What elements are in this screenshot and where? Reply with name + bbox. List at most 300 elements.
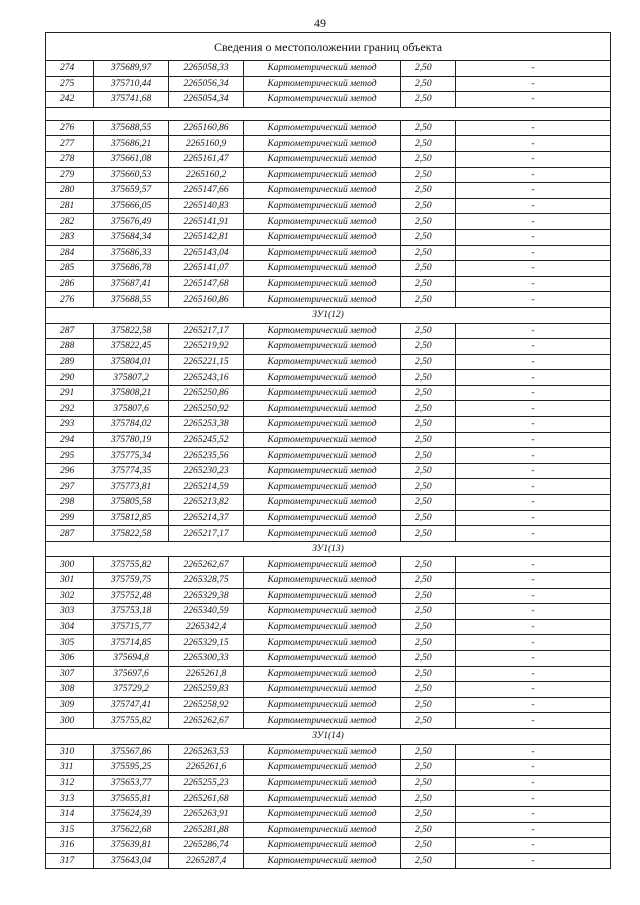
point-number-cell: 285 <box>46 261 94 277</box>
point-number-cell: 286 <box>46 276 94 292</box>
note-cell: - <box>456 136 611 152</box>
table-row <box>46 120 611 136</box>
coord-y-cell: 2265329,38 <box>169 588 244 604</box>
coord-y-cell: 2265213,82 <box>169 495 244 511</box>
method-cell: Картометрический метод <box>244 198 401 214</box>
accuracy-cell: 2,50 <box>401 354 456 370</box>
accuracy-cell: 2,50 <box>401 463 456 479</box>
note-cell: - <box>456 167 611 183</box>
table-row <box>46 650 611 666</box>
note-cell: - <box>456 198 611 214</box>
table-row <box>46 479 611 495</box>
point-number-cell: 312 <box>46 775 94 791</box>
method-cell: Картометрический метод <box>244 806 401 822</box>
section-header: ЗУ1(14) <box>46 728 611 744</box>
accuracy-cell: 2,50 <box>401 385 456 401</box>
accuracy-cell: 2,50 <box>401 401 456 417</box>
method-cell: Картометрический метод <box>244 463 401 479</box>
table-row <box>46 760 611 776</box>
coord-x-cell: 375686,78 <box>94 261 169 277</box>
accuracy-cell: 2,50 <box>401 682 456 698</box>
method-cell: Картометрический метод <box>244 183 401 199</box>
note-cell: - <box>456 604 611 620</box>
point-number-cell: 275 <box>46 76 94 92</box>
coord-y-cell: 2265281,88 <box>169 822 244 838</box>
method-cell: Картометрический метод <box>244 92 401 108</box>
point-number-cell: 280 <box>46 183 94 199</box>
point-number-cell: 301 <box>46 573 94 589</box>
note-cell: - <box>456 744 611 760</box>
method-cell: Картометрический метод <box>244 61 401 77</box>
accuracy-cell: 2,50 <box>401 853 456 869</box>
coord-x-cell: 375747,41 <box>94 697 169 713</box>
point-number-cell: 277 <box>46 136 94 152</box>
table-row <box>46 401 611 417</box>
table-row <box>46 136 611 152</box>
note-cell: - <box>456 713 611 729</box>
note-cell: - <box>456 635 611 651</box>
coord-x-cell: 375752,48 <box>94 588 169 604</box>
point-number-cell: 276 <box>46 292 94 308</box>
note-cell: - <box>456 791 611 807</box>
accuracy-cell: 2,50 <box>401 323 456 339</box>
accuracy-cell: 2,50 <box>401 791 456 807</box>
accuracy-cell: 2,50 <box>401 495 456 511</box>
coord-x-cell: 375567,86 <box>94 744 169 760</box>
coord-x-cell: 375661,08 <box>94 151 169 167</box>
accuracy-cell: 2,50 <box>401 479 456 495</box>
point-number-cell: 311 <box>46 760 94 776</box>
section-header-row <box>46 541 611 557</box>
coord-x-cell: 375595,25 <box>94 760 169 776</box>
point-number-cell: 281 <box>46 198 94 214</box>
method-cell: Картометрический метод <box>244 853 401 869</box>
method-cell: Картометрический метод <box>244 666 401 682</box>
method-cell: Картометрический метод <box>244 323 401 339</box>
table-row <box>46 61 611 77</box>
accuracy-cell: 2,50 <box>401 635 456 651</box>
coord-x-cell: 375659,57 <box>94 183 169 199</box>
method-cell: Картометрический метод <box>244 775 401 791</box>
point-number-cell: 304 <box>46 619 94 635</box>
method-cell: Картометрический метод <box>244 822 401 838</box>
method-cell: Картометрический метод <box>244 167 401 183</box>
coord-y-cell: 2265214,59 <box>169 479 244 495</box>
method-cell: Картометрический метод <box>244 619 401 635</box>
section-header: ЗУ1(13) <box>46 541 611 557</box>
coord-x-cell: 375755,82 <box>94 713 169 729</box>
note-cell: - <box>456 838 611 854</box>
note-cell: - <box>456 822 611 838</box>
method-cell: Картометрический метод <box>244 604 401 620</box>
point-number-cell: 315 <box>46 822 94 838</box>
point-number-cell: 279 <box>46 167 94 183</box>
coord-x-cell: 375775,34 <box>94 448 169 464</box>
coord-x-cell: 375660,53 <box>94 167 169 183</box>
method-cell: Картометрический метод <box>244 401 401 417</box>
table-row <box>46 432 611 448</box>
table-row <box>46 619 611 635</box>
method-cell: Картометрический метод <box>244 682 401 698</box>
coord-y-cell: 2265250,86 <box>169 385 244 401</box>
table-row <box>46 791 611 807</box>
method-cell: Картометрический метод <box>244 448 401 464</box>
table-row <box>46 682 611 698</box>
note-cell: - <box>456 806 611 822</box>
section-header-row <box>46 728 611 744</box>
method-cell: Картометрический метод <box>244 245 401 261</box>
coord-y-cell: 2265342,4 <box>169 619 244 635</box>
note-cell: - <box>456 370 611 386</box>
point-number-cell: 300 <box>46 713 94 729</box>
method-cell: Картометрический метод <box>244 573 401 589</box>
coord-y-cell: 2265143,04 <box>169 245 244 261</box>
point-number-cell: 316 <box>46 838 94 854</box>
accuracy-cell: 2,50 <box>401 370 456 386</box>
point-number-cell: 297 <box>46 479 94 495</box>
method-cell: Картометрический метод <box>244 354 401 370</box>
note-cell: - <box>456 775 611 791</box>
table-row <box>46 167 611 183</box>
accuracy-cell: 2,50 <box>401 183 456 199</box>
coord-y-cell: 2265217,17 <box>169 323 244 339</box>
coord-x-cell: 375753,18 <box>94 604 169 620</box>
method-cell: Картометрический метод <box>244 760 401 776</box>
point-number-cell: 284 <box>46 245 94 261</box>
accuracy-cell: 2,50 <box>401 822 456 838</box>
coord-y-cell: 2265160,2 <box>169 167 244 183</box>
coord-x-cell: 375807,2 <box>94 370 169 386</box>
coord-y-cell: 2265287,4 <box>169 853 244 869</box>
method-cell: Картометрический метод <box>244 588 401 604</box>
coord-x-cell: 375624,39 <box>94 806 169 822</box>
accuracy-cell: 2,50 <box>401 775 456 791</box>
method-cell: Картометрический метод <box>244 136 401 152</box>
point-number-cell: 288 <box>46 339 94 355</box>
note-cell: - <box>456 76 611 92</box>
point-number-cell: 287 <box>46 526 94 542</box>
accuracy-cell: 2,50 <box>401 76 456 92</box>
accuracy-cell: 2,50 <box>401 650 456 666</box>
point-number-cell: 287 <box>46 323 94 339</box>
method-cell: Картометрический метод <box>244 791 401 807</box>
coord-x-cell: 375759,75 <box>94 573 169 589</box>
table-row <box>46 604 611 620</box>
table-row <box>46 92 611 108</box>
note-cell: - <box>456 479 611 495</box>
accuracy-cell: 2,50 <box>401 573 456 589</box>
coord-y-cell: 2265230,23 <box>169 463 244 479</box>
note-cell: - <box>456 557 611 573</box>
note-cell: - <box>456 151 611 167</box>
table-row <box>46 713 611 729</box>
accuracy-cell: 2,50 <box>401 120 456 136</box>
note-cell: - <box>456 183 611 199</box>
table-title: Сведения о местоположении границ объекта <box>46 33 611 61</box>
point-number-cell: 303 <box>46 604 94 620</box>
table-row <box>46 229 611 245</box>
coord-x-cell: 375822,45 <box>94 339 169 355</box>
coord-x-cell: 375812,85 <box>94 510 169 526</box>
point-number-cell: 291 <box>46 385 94 401</box>
accuracy-cell: 2,50 <box>401 245 456 261</box>
note-cell: - <box>456 92 611 108</box>
coord-x-cell: 375808,21 <box>94 385 169 401</box>
note-cell: - <box>456 432 611 448</box>
note-cell: - <box>456 385 611 401</box>
note-cell: - <box>456 354 611 370</box>
coord-x-cell: 375822,58 <box>94 323 169 339</box>
coord-y-cell: 2265140,83 <box>169 198 244 214</box>
coord-y-cell: 2265160,9 <box>169 136 244 152</box>
coord-y-cell: 2265142,81 <box>169 229 244 245</box>
point-number-cell: 307 <box>46 666 94 682</box>
table-row <box>46 635 611 651</box>
method-cell: Картометрический метод <box>244 229 401 245</box>
coord-x-cell: 375686,21 <box>94 136 169 152</box>
coord-x-cell: 375655,81 <box>94 791 169 807</box>
method-cell: Картометрический метод <box>244 526 401 542</box>
coord-x-cell: 375639,81 <box>94 838 169 854</box>
accuracy-cell: 2,50 <box>401 604 456 620</box>
coord-y-cell: 2265147,66 <box>169 183 244 199</box>
note-cell: - <box>456 588 611 604</box>
coord-y-cell: 2265300,33 <box>169 650 244 666</box>
point-number-cell: 313 <box>46 791 94 807</box>
method-cell: Картометрический метод <box>244 713 401 729</box>
point-number-cell: 295 <box>46 448 94 464</box>
accuracy-cell: 2,50 <box>401 229 456 245</box>
coord-y-cell: 2265160,86 <box>169 292 244 308</box>
accuracy-cell: 2,50 <box>401 806 456 822</box>
coord-x-cell: 375715,77 <box>94 619 169 635</box>
table-row <box>46 151 611 167</box>
accuracy-cell: 2,50 <box>401 417 456 433</box>
coord-x-cell: 375689,97 <box>94 61 169 77</box>
table-row <box>46 588 611 604</box>
coord-x-cell: 375694,8 <box>94 650 169 666</box>
table-row <box>46 510 611 526</box>
method-cell: Картометрический метод <box>244 76 401 92</box>
accuracy-cell: 2,50 <box>401 292 456 308</box>
coord-y-cell: 2265161,47 <box>169 151 244 167</box>
coord-y-cell: 2265263,53 <box>169 744 244 760</box>
accuracy-cell: 2,50 <box>401 838 456 854</box>
method-cell: Картометрический метод <box>244 339 401 355</box>
coord-x-cell: 375676,49 <box>94 214 169 230</box>
coord-y-cell: 2265259,83 <box>169 682 244 698</box>
accuracy-cell: 2,50 <box>401 151 456 167</box>
accuracy-cell: 2,50 <box>401 448 456 464</box>
point-number-cell: 314 <box>46 806 94 822</box>
coord-y-cell: 2265245,52 <box>169 432 244 448</box>
coord-x-cell: 375684,34 <box>94 229 169 245</box>
coord-y-cell: 2265262,67 <box>169 557 244 573</box>
point-number-cell: 310 <box>46 744 94 760</box>
note-cell: - <box>456 417 611 433</box>
note-cell: - <box>456 463 611 479</box>
note-cell: - <box>456 245 611 261</box>
note-cell: - <box>456 120 611 136</box>
method-cell: Картометрический метод <box>244 276 401 292</box>
table-row <box>46 775 611 791</box>
note-cell: - <box>456 292 611 308</box>
accuracy-cell: 2,50 <box>401 760 456 776</box>
table-row <box>46 495 611 511</box>
table-row <box>46 214 611 230</box>
point-number-cell: 283 <box>46 229 94 245</box>
table-row <box>46 838 611 854</box>
coord-y-cell: 2265261,8 <box>169 666 244 682</box>
note-cell: - <box>456 619 611 635</box>
note-cell: - <box>456 276 611 292</box>
coord-y-cell: 2265219,92 <box>169 339 244 355</box>
table-row <box>46 276 611 292</box>
note-cell: - <box>456 61 611 77</box>
coord-x-cell: 375686,33 <box>94 245 169 261</box>
coord-x-cell: 375822,58 <box>94 526 169 542</box>
point-number-cell: 299 <box>46 510 94 526</box>
coord-y-cell: 2265261,6 <box>169 760 244 776</box>
method-cell: Картометрический метод <box>244 650 401 666</box>
note-cell: - <box>456 339 611 355</box>
note-cell: - <box>456 526 611 542</box>
table-row <box>46 76 611 92</box>
table-row <box>46 370 611 386</box>
coord-x-cell: 375805,58 <box>94 495 169 511</box>
accuracy-cell: 2,50 <box>401 136 456 152</box>
point-number-cell: 289 <box>46 354 94 370</box>
method-cell: Картометрический метод <box>244 370 401 386</box>
boundary-table <box>45 32 611 869</box>
coord-x-cell: 375773,81 <box>94 479 169 495</box>
coord-y-cell: 2265262,67 <box>169 713 244 729</box>
note-cell: - <box>456 573 611 589</box>
table-row <box>46 354 611 370</box>
point-number-cell: 317 <box>46 853 94 869</box>
accuracy-cell: 2,50 <box>401 61 456 77</box>
coord-x-cell: 375622,68 <box>94 822 169 838</box>
coord-x-cell: 375643,04 <box>94 853 169 869</box>
accuracy-cell: 2,50 <box>401 198 456 214</box>
table-row <box>46 697 611 713</box>
method-cell: Картометрический метод <box>244 744 401 760</box>
table-row <box>46 666 611 682</box>
coord-y-cell: 2265235,56 <box>169 448 244 464</box>
method-cell: Картометрический метод <box>244 120 401 136</box>
method-cell: Картометрический метод <box>244 557 401 573</box>
note-cell: - <box>456 323 611 339</box>
accuracy-cell: 2,50 <box>401 557 456 573</box>
method-cell: Картометрический метод <box>244 479 401 495</box>
method-cell: Картометрический метод <box>244 214 401 230</box>
table-row <box>46 806 611 822</box>
point-number-cell: 274 <box>46 61 94 77</box>
accuracy-cell: 2,50 <box>401 167 456 183</box>
method-cell: Картометрический метод <box>244 261 401 277</box>
coord-x-cell: 375774,35 <box>94 463 169 479</box>
coord-x-cell: 375653,77 <box>94 775 169 791</box>
table-row <box>46 417 611 433</box>
coord-x-cell: 375688,55 <box>94 120 169 136</box>
coord-y-cell: 2265221,15 <box>169 354 244 370</box>
point-number-cell: 298 <box>46 495 94 511</box>
point-number-cell: 294 <box>46 432 94 448</box>
table-row <box>46 261 611 277</box>
coord-y-cell: 2265214,37 <box>169 510 244 526</box>
note-cell: - <box>456 697 611 713</box>
coord-y-cell: 2265250,92 <box>169 401 244 417</box>
point-number-cell: 300 <box>46 557 94 573</box>
coord-y-cell: 2265286,74 <box>169 838 244 854</box>
table-row <box>46 183 611 199</box>
table-row <box>46 822 611 838</box>
point-number-cell: 242 <box>46 92 94 108</box>
accuracy-cell: 2,50 <box>401 588 456 604</box>
point-number-cell: 278 <box>46 151 94 167</box>
coord-y-cell: 2265217,17 <box>169 526 244 542</box>
point-number-cell: 309 <box>46 697 94 713</box>
accuracy-cell: 2,50 <box>401 92 456 108</box>
coord-x-cell: 375784,02 <box>94 417 169 433</box>
coord-x-cell: 375780,19 <box>94 432 169 448</box>
page-number: 49 <box>314 16 326 30</box>
table-row <box>46 463 611 479</box>
point-number-cell: 305 <box>46 635 94 651</box>
accuracy-cell: 2,50 <box>401 510 456 526</box>
method-cell: Картометрический метод <box>244 635 401 651</box>
accuracy-cell: 2,50 <box>401 432 456 448</box>
point-number-cell: 282 <box>46 214 94 230</box>
accuracy-cell: 2,50 <box>401 697 456 713</box>
method-cell: Картометрический метод <box>244 838 401 854</box>
coord-y-cell: 2265255,23 <box>169 775 244 791</box>
coord-x-cell: 375666,05 <box>94 198 169 214</box>
point-number-cell: 302 <box>46 588 94 604</box>
coord-y-cell: 2265329,15 <box>169 635 244 651</box>
coord-x-cell: 375729,2 <box>94 682 169 698</box>
table-row <box>46 339 611 355</box>
table-row <box>46 292 611 308</box>
accuracy-cell: 2,50 <box>401 276 456 292</box>
note-cell: - <box>456 495 611 511</box>
accuracy-cell: 2,50 <box>401 619 456 635</box>
accuracy-cell: 2,50 <box>401 666 456 682</box>
point-number-cell: 306 <box>46 650 94 666</box>
coord-x-cell: 375741,68 <box>94 92 169 108</box>
coord-x-cell: 375697,6 <box>94 666 169 682</box>
accuracy-cell: 2,50 <box>401 339 456 355</box>
point-number-cell: 292 <box>46 401 94 417</box>
table-row <box>46 557 611 573</box>
coord-y-cell: 2265141,91 <box>169 214 244 230</box>
table-row <box>46 573 611 589</box>
point-number-cell: 308 <box>46 682 94 698</box>
note-cell: - <box>456 666 611 682</box>
note-cell: - <box>456 853 611 869</box>
coord-x-cell: 375714,85 <box>94 635 169 651</box>
method-cell: Картометрический метод <box>244 697 401 713</box>
method-cell: Картометрический метод <box>244 292 401 308</box>
coord-y-cell: 2265340,59 <box>169 604 244 620</box>
table-row <box>46 526 611 542</box>
section-header: ЗУ1(12) <box>46 307 611 323</box>
section-header-row <box>46 307 611 323</box>
table-row <box>46 385 611 401</box>
coord-y-cell: 2265058,33 <box>169 61 244 77</box>
method-cell: Картометрический метод <box>244 417 401 433</box>
accuracy-cell: 2,50 <box>401 261 456 277</box>
